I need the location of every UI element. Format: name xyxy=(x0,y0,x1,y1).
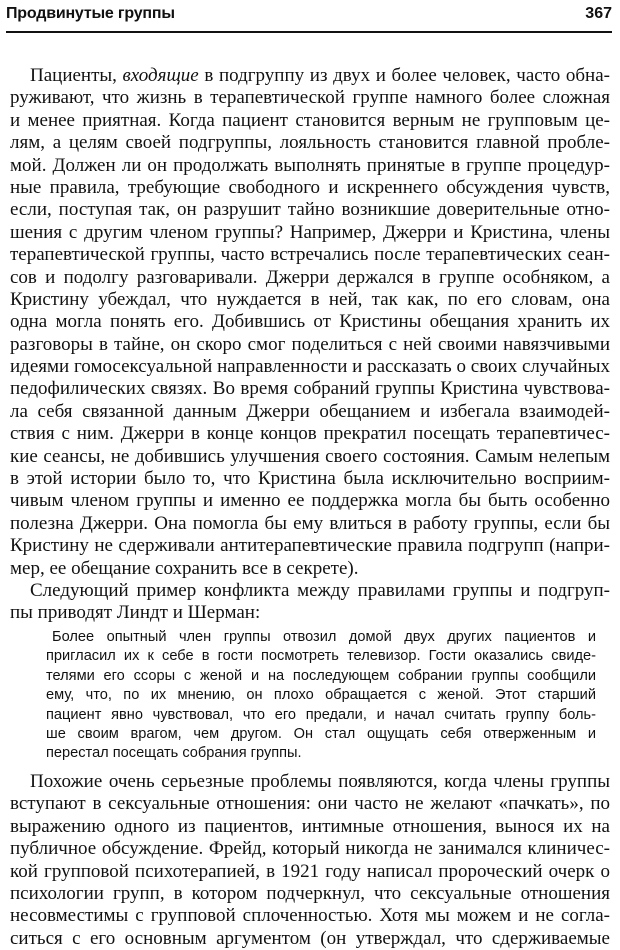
paragraph-2 xyxy=(10,580,610,625)
text-line: руживают, что жизнь в терапевтической группе намного более сложная xyxy=(10,87,610,109)
italic-word: входящие xyxy=(122,65,199,86)
text-line: лям, а целям своей подгруппы, лояльность становится главной пробле- xyxy=(10,132,610,154)
text-line: Похожие очень серьезные проблемы появляются, когда члены группы xyxy=(30,771,610,792)
text-span: в подгруппу из двух и более человек, часто обна- xyxy=(198,65,610,86)
running-title: Продвинутые группы xyxy=(6,5,175,22)
paragraph-3 xyxy=(10,771,610,905)
text-line: ла себя связанной данным Джерри обещанием и избегала взаимодей- xyxy=(10,400,610,422)
text-line: несовместимы с групповой сплоченностью. Хотя мы можем и не согла- xyxy=(10,905,610,927)
text-line: мер, ее обещание сохранить все в секрете). xyxy=(10,557,359,579)
text-line: ные правила, требующие свободного и искреннего обсуждения чувств, xyxy=(10,176,610,198)
text-line: мой. Должен ли он продолжать выполнять принятые в группе процедур- xyxy=(10,154,610,176)
text-line: полезна Джерри. Она помогла бы ему влиться в работу группы, если бы xyxy=(10,512,610,534)
text-line: выражению одного из пациентов, интимные отношения, вынося их на xyxy=(10,815,610,837)
text-line: кие сеансы, не добившись улучшения своего состояния. Самым нелепым xyxy=(10,445,610,467)
text-line: шения с другим членом группы? Например, Джерри и Кристина, члены xyxy=(10,221,610,243)
text-line: публичное обсуждение. Фрейд, который никогда не занимался клиничес- xyxy=(10,838,610,860)
text-span: Пациенты, xyxy=(30,65,123,86)
quote-line: ше своим врагом, чем другом. Он стал ощущать себя отверженным и xyxy=(46,725,596,742)
text-line: вступают в сексуальные отношения: они часто не желают «пачкать», по xyxy=(10,793,610,815)
text-line: одна могла понять его. Добившись от Кристины обещания хранить их xyxy=(10,311,610,333)
text-line: если, поступая так, он разрушит тайно возникшие доверительные отно- xyxy=(10,199,610,221)
paragraph-3-tail xyxy=(10,905,610,950)
text-line: и менее приятная. Когда пациент становится верным не групповым це- xyxy=(10,109,610,131)
text-line: разговоры в тайне, он скоро смог поделиться с ней своими навязчивыми xyxy=(10,333,610,355)
quote-line: ему, что, по их мнению, он плохо обращается с женой. Этот старший xyxy=(46,687,596,704)
header-rule xyxy=(6,31,612,33)
quote-line: телями его ссоры с женой и на последующем собрании группы сообщили xyxy=(46,667,596,684)
text-line: Кристину убеждал, что нуждается в ней, так как, по его словам, она xyxy=(10,288,610,310)
quote-line: пациент явно чувствовал, что его предали, и начал считать группу боль- xyxy=(46,706,596,723)
text-line: пы приводят Линдт и Шерман: xyxy=(10,602,261,624)
block-quote xyxy=(46,628,596,764)
text-line: Следующий пример конфликта между правилами группы и подгруп- xyxy=(30,580,610,601)
paragraph-1 xyxy=(10,65,610,580)
text-line xyxy=(10,65,610,87)
text-line: в этой истории было то, что Кристина была исключительно восприим- xyxy=(10,468,610,490)
quote-line: Более опытный член группы отвозил домой двух других пациентов и xyxy=(52,629,596,645)
text-line: идеями гомосексуальной направленности и рассказать о своих случайных xyxy=(10,356,610,378)
text-line: педофилических связях. Во время собраний группы Кристина чувствова- xyxy=(10,378,610,400)
text-line: Кристину не сдерживали антитерапевтические правила подгрупп (напри- xyxy=(10,535,610,557)
quote-line: перестал посещать собрания группы. xyxy=(46,745,302,762)
text-line: сов и подолгу разговаривали. Джерри держался в группе особняком, а xyxy=(10,266,610,288)
text-line: чивым членом группы и именно ее поддержка могла бы быть особенно xyxy=(10,490,610,512)
text-line: кой групповой психотерапией, в 1921 году написал пророческий очерк о xyxy=(10,860,610,882)
quote-line: пригласил их к себе в гости посмотреть телевизор. Гости оказались свиде- xyxy=(46,648,596,665)
text-line: психологии групп, в котором подчеркнул, что сексуальные отношения xyxy=(10,882,610,904)
text-line: ситься с его основным аргументом (он утверждал, что сдерживаемые xyxy=(10,927,610,949)
page-number: 367 xyxy=(585,5,612,22)
text-line: ствия с ним. Джерри в конце концов прекратил посещать терапевтичес- xyxy=(10,423,610,445)
text-line: терапевтической группы, часто встречались после терапевтических сеан- xyxy=(10,244,610,266)
